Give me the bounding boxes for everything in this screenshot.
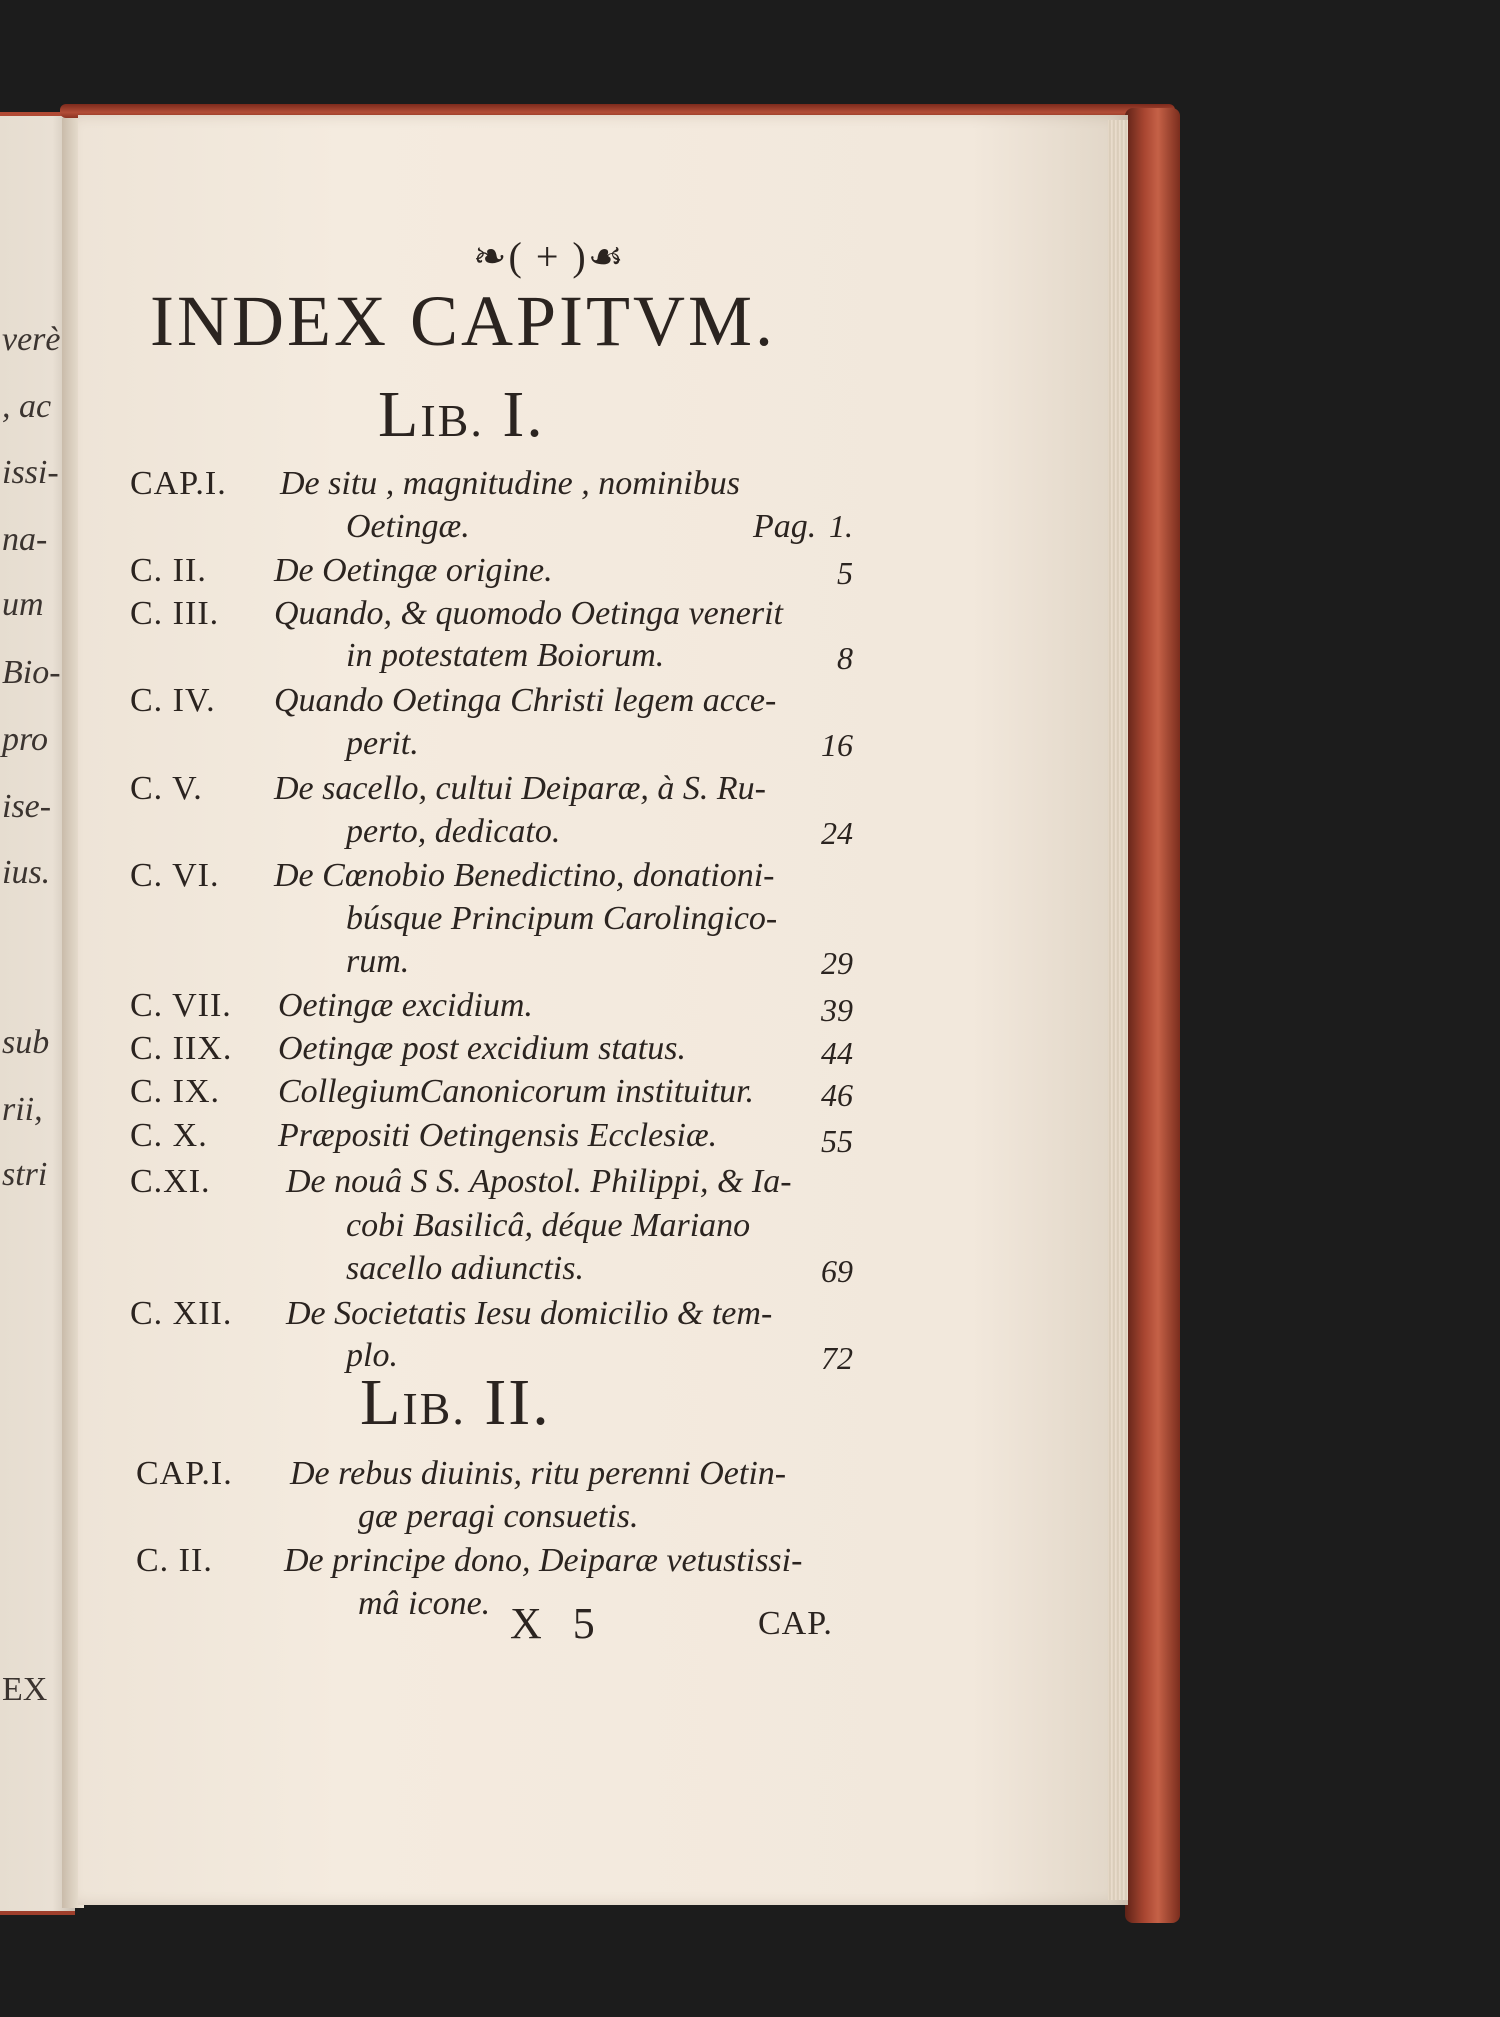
left-page-fragment: Bio- [2,654,61,691]
binding-right-edge [1125,108,1180,1923]
chapter-label: C. VI. [130,857,220,894]
header-ornament: ❧( + )☙ [473,234,626,279]
left-page-fragment: pro [2,721,48,758]
chapter-label: C.XI. [130,1163,211,1200]
book-heading-number: I. [502,378,545,451]
chapter-label: C. X. [130,1117,208,1154]
chapter-title-line: De Oetingæ origine. [274,552,553,589]
left-page-fragment: ise- [2,788,52,825]
chapter-label: C. VII. [130,987,232,1024]
chapter-title-line: Oetingæ excidium. [278,987,533,1024]
chapter-title-line: in potestatem Boiorum. [346,637,665,674]
left-page-fragment: verè [2,321,61,358]
chapter-title-line: Quando Oetinga Christi legem acce- [274,682,777,719]
chapter-title-line: Quando, & quomodo Oetinga venerit [274,595,783,632]
chapter-title-line: De Societatis Iesu domicilio & tem- [286,1295,773,1332]
page-number: 16 [821,727,853,763]
chapter-label: C. IIX. [130,1030,233,1067]
page-label: Pag. [753,508,817,545]
page-number: 69 [821,1253,853,1289]
page-number: 29 [821,945,853,981]
chapter-title-line: De sacello, cultui Deiparæ, à S. Ru- [274,770,766,807]
chapter-title-line: rum. [346,943,410,980]
left-page-fragment: um [2,586,44,623]
chapter-title-line: perto, dedicato. [346,813,561,850]
chapter-title-line: Oetingæ. [346,508,470,545]
page-block-edge [1108,120,1128,1900]
chapter-title-line: búsque Principum Carolingico- [346,900,778,937]
page-number: 8 [837,640,853,676]
chapter-label: CAP.I. [136,1455,233,1492]
page-number: 39 [821,992,853,1028]
chapter-title-line: CollegiumCanonicorum instituitur. [278,1073,755,1110]
chapter-title-line: Oetingæ post excidium status. [278,1030,686,1067]
catchword: CAP. [758,1605,833,1642]
chapter-title-line: plo. [346,1337,398,1374]
signature-mark: X 5 [510,1599,605,1648]
book-heading [378,377,545,453]
page-number: 1. [829,508,853,544]
chapter-title-line: De situ , magnitudine , nominibus [280,465,740,502]
page-number: 24 [821,815,853,851]
page-title: INDEX CAPITVM. [150,281,776,361]
chapter-label: C. IV. [130,682,216,719]
chapter-label: C. IX. [130,1073,221,1110]
book-heading-lib: IB. [420,395,484,446]
chapter-label: C. V. [130,770,203,807]
book-heading-lib: IB. [402,1383,466,1434]
chapter-label: C. II. [130,552,207,589]
left-page-fragment: issi- [2,454,59,491]
chapter-label: C. III. [130,595,220,632]
left-page-fragment: EX [2,1671,48,1708]
chapter-title-line: De rebus diuinis, ritu perenni Oetin- [290,1455,787,1492]
chapter-title-line: De principe dono, Deiparæ vetustissi- [284,1542,803,1579]
page-number: 72 [821,1340,853,1376]
chapter-title-line: sacello adiunctis. [346,1250,584,1287]
left-page-fragment: , ac [2,388,52,425]
chapter-title-line: gæ peragi consuetis. [358,1498,639,1535]
chapter-title-line: mâ icone. [358,1585,491,1622]
page-number: 46 [821,1077,853,1113]
page-number: 44 [821,1035,853,1071]
book-heading [360,1365,551,1441]
chapter-title-line: De nouâ S S. Apostol. Philippi, & Ia- [286,1163,792,1200]
chapter-title-line: Præpositi Oetingensis Ecclesiæ. [278,1117,718,1154]
chapter-title-line: De Cœnobio Benedictino, donationi- [274,857,775,894]
left-page-fragment: na- [2,521,48,558]
book-heading-initial: L [360,1366,403,1439]
book-heading-number: II. [484,1366,551,1439]
chapter-label: C. XII. [130,1295,233,1332]
book-heading-initial: L [378,378,421,451]
left-page-fragment: ius. [2,854,51,891]
left-page-fragment: rii, [2,1091,43,1128]
chapter-label: C. II. [136,1542,213,1579]
index-page [78,115,1128,1905]
left-page-fragment: stri [2,1156,48,1193]
page-number: 5 [837,555,853,591]
chapter-title-line: perit. [346,725,419,762]
chapter-label: CAP.I. [130,465,227,502]
left-page-fragment: sub [2,1024,50,1061]
page-number: 55 [821,1123,853,1159]
chapter-title-line: cobi Basilicâ, déque Mariano [346,1207,751,1244]
